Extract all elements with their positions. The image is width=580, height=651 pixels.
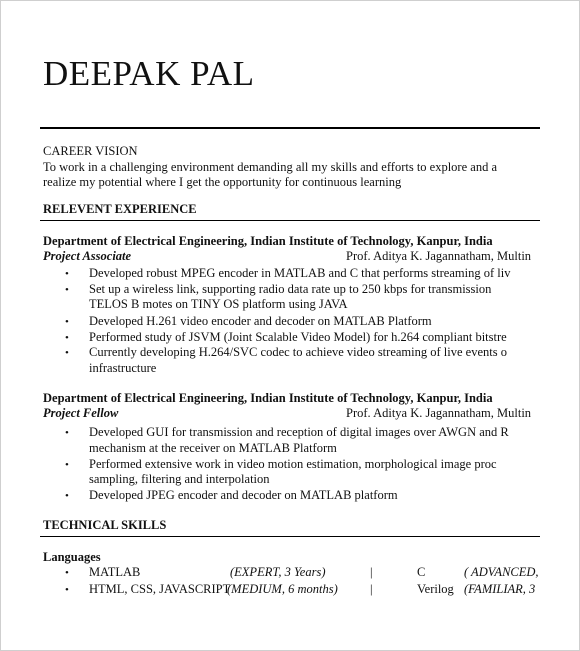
bullet-icon: • — [65, 316, 69, 328]
experience-heading: RELEVENT EXPERIENCE — [43, 202, 197, 216]
bullet-icon: • — [65, 268, 69, 280]
job-1-bullet-3: Developed H.261 video encoder and decoder on MATLAB Platform — [89, 314, 432, 328]
job-1-role: Project Associate — [43, 249, 132, 263]
job-2-role: Project Fellow — [43, 406, 119, 420]
job-2-bullet-3: Developed JPEG encoder and decoder on MATLAB platform — [89, 488, 398, 502]
bullet-icon: • — [65, 347, 69, 359]
skill-2-language: C — [417, 565, 426, 579]
career-vision-line-2: realize my potential where I get the opportunity for continuous learning — [43, 175, 402, 189]
bullet-icon: • — [65, 584, 69, 596]
skill-4-language: Verilog — [417, 582, 454, 596]
skills-heading: TECHNICAL SKILLS — [43, 518, 167, 532]
job-1-bullet-4: Performed study of JSVM (Joint Scalable Video Model) for h.264 compliant bitstre — [89, 330, 507, 344]
skill-4-level: (FAMILIAR, 3 — [464, 582, 536, 596]
skill-2-level: ( ADVANCED, — [464, 565, 539, 579]
languages-label: Languages — [43, 550, 101, 564]
job-1-bullet-2-cont: TELOS B motes on TINY OS platform using JAVA — [89, 297, 348, 311]
candidate-name: DEEPAK PAL — [43, 54, 255, 93]
skill-3-language: HTML, CSS, JAVASCRIPT — [89, 582, 231, 596]
skill-separator: | — [370, 565, 373, 579]
job-1-bullet-1: Developed robust MPEG encoder in MATLAB and C that performs streaming of liv — [89, 266, 511, 280]
bullet-icon: • — [65, 490, 69, 502]
bullet-icon: • — [65, 427, 69, 439]
bullet-icon: • — [65, 459, 69, 471]
job-2-bullet-2-cont: sampling, filtering and interpolation — [89, 472, 270, 486]
header-rule — [40, 127, 540, 129]
skill-separator: | — [370, 582, 373, 596]
job-2-bullet-1: Developed GUI for transmission and reception of digital images over AWGN and R — [89, 425, 509, 439]
career-vision-line-1: To work in a challenging environment demanding all my skills and efforts to explore and a — [43, 160, 497, 174]
bullet-icon: • — [65, 332, 69, 344]
job-2-supervisor: Prof. Aditya K. Jagannatham, Multin — [346, 406, 532, 420]
job-1-bullet-2: Set up a wireless link, supporting radio data rate up to 250 kbps for transmission — [89, 282, 492, 296]
skills-rule — [40, 536, 540, 537]
bullet-icon: • — [65, 284, 69, 296]
job-1-org: Department of Electrical Engineering, Indian Institute of Technology, Kanpur, India — [43, 234, 493, 248]
career-vision-heading: CAREER VISION — [43, 144, 138, 158]
job-1-supervisor: Prof. Aditya K. Jagannatham, Multin — [346, 249, 532, 263]
job-2-org: Department of Electrical Engineering, Indian Institute of Technology, Kanpur, India — [43, 391, 493, 405]
skill-3-level: (MEDIUM, 6 months) — [227, 582, 338, 596]
bullet-icon: • — [65, 567, 69, 579]
experience-rule — [40, 220, 540, 221]
skill-1-level: (EXPERT, 3 Years) — [230, 565, 326, 579]
skill-1-language: MATLAB — [89, 565, 141, 579]
job-1-bullet-5: Currently developing H.264/SVC codec to achieve video streaming of live events o — [89, 345, 507, 359]
job-1-bullet-5-cont: infrastructure — [89, 361, 157, 375]
job-2-bullet-2: Performed extensive work in video motion estimation, morphological image proc — [89, 457, 497, 471]
job-2-bullet-1-cont: mechanism at the receiver on MATLAB Platform — [89, 441, 337, 455]
